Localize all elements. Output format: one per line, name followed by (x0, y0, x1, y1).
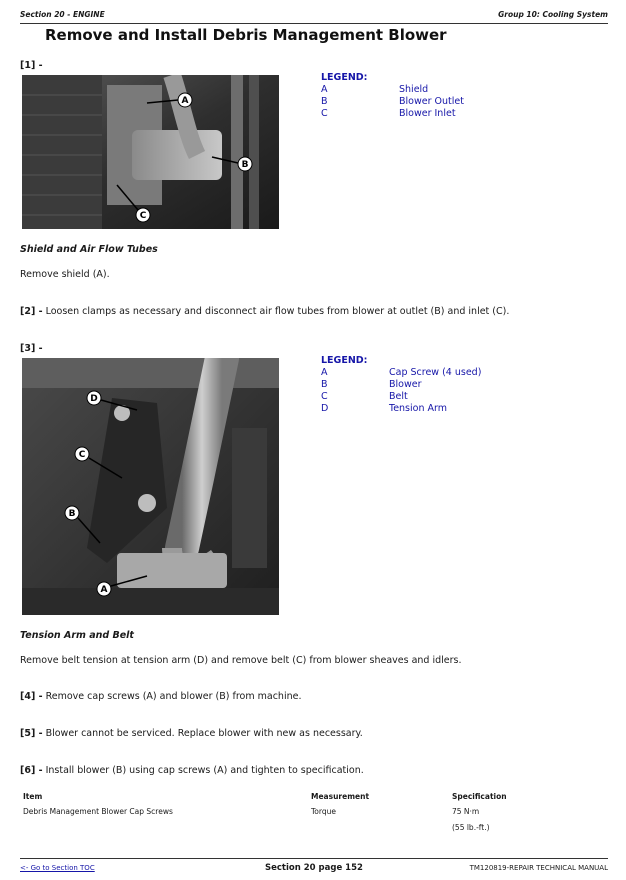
manual-id: TM120819-REPAIR TECHNICAL MANUAL (469, 864, 608, 872)
callout-b: B (241, 160, 249, 170)
step-6 (20, 765, 364, 776)
step-2-number: [2] - (20, 306, 43, 317)
page-footer (20, 858, 608, 874)
spec-header-measurement: Measurement (311, 792, 370, 801)
step-4-number: [4] - (20, 691, 43, 702)
step-3-number: [3] - (20, 343, 43, 354)
legend-row: A Shield (321, 84, 429, 95)
step-6-number: [6] - (20, 765, 43, 776)
instruction-text: Remove shield (A). (20, 269, 110, 280)
page-number: Section 20 page 152 (265, 863, 363, 873)
toc-link[interactable]: <- Go to Section TOC (20, 864, 95, 872)
legend-row: C Belt (321, 391, 408, 402)
group-label: Group 10: Cooling System (498, 10, 608, 19)
step-2-text: Loosen clamps as necessary and disconnect air flow tubes from blower at outlet (B) and inlet (C). (45, 306, 510, 317)
page-title: Remove and Install Debris Management Blower (45, 26, 447, 44)
step-4 (20, 691, 301, 702)
section-label: Section 20 - ENGINE (20, 10, 105, 19)
step-3-legend (321, 355, 482, 415)
callout-a: A (181, 96, 189, 106)
step-1-legend (321, 72, 464, 120)
step-3-photo (22, 358, 279, 615)
step-6-text: Install blower (B) using cap screws (A) and tighten to specification. (45, 765, 364, 776)
step-4-text: Remove cap screws (A) and blower (B) from machine. (45, 691, 302, 702)
subheading-tension-arm: Tension Arm and Belt (20, 630, 134, 641)
spec-value-metric: 75 N·m (452, 807, 480, 816)
spec-header-specification: Specification (452, 792, 507, 801)
blower-shield-photo (22, 75, 279, 229)
instruction-text: Remove belt tension at tension arm (D) and remove belt (C) from blower sheaves and idlers. (20, 655, 462, 666)
legend-row: D Tension Arm (321, 403, 447, 414)
step-5-text: Blower cannot be serviced. Replace blower with new as necessary. (45, 728, 363, 739)
spec-value-imperial: (55 lb.-ft.) (452, 823, 490, 832)
spec-table (20, 792, 608, 837)
legend-title: LEGEND: (321, 72, 368, 83)
tension-arm-photo (22, 358, 279, 615)
spec-item: Debris Management Blower Cap Screws (23, 807, 173, 816)
subheading-shield: Shield and Air Flow Tubes (20, 244, 158, 255)
callout-d: D (90, 394, 98, 404)
legend-row: B Blower (321, 379, 422, 390)
page-header (20, 10, 608, 24)
step-2 (20, 306, 509, 317)
step-5-number: [5] - (20, 728, 43, 739)
step-1-photo (22, 75, 279, 229)
callout-c: C (139, 211, 147, 221)
step-5 (20, 728, 363, 739)
legend-row: B Blower Outlet (321, 96, 464, 107)
callout-c: C (78, 450, 86, 460)
legend-row: C Blower Inlet (321, 108, 456, 119)
legend-title: LEGEND: (321, 355, 368, 366)
step-1-number: [1] - (20, 60, 43, 71)
callout-a: A (100, 585, 108, 595)
callout-b: B (68, 509, 76, 519)
spec-measurement: Torque (311, 807, 336, 816)
spec-header-item: Item (23, 792, 43, 801)
legend-row: A Cap Screw (4 used) (321, 367, 482, 378)
